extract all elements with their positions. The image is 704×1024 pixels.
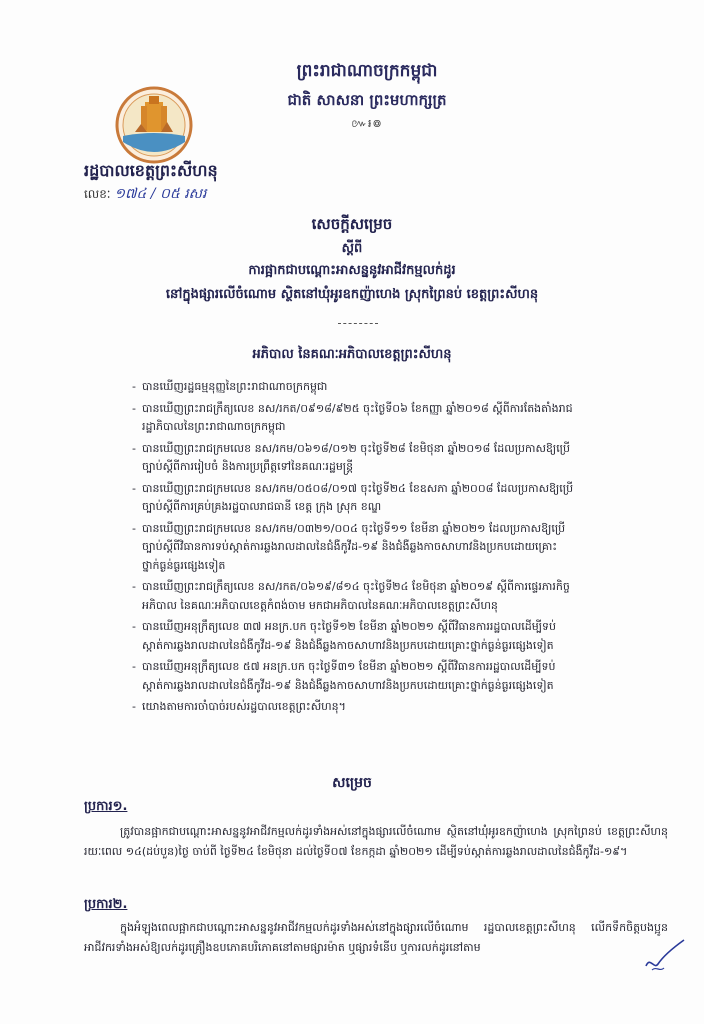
initials-signature-icon bbox=[640, 936, 690, 976]
visa-item: - បានឃើញព្រះរាជក្រមលេខ នស/រកម/០៣២១/០០៤ ចុះថ្ងៃទី១១ ខែមីនា ឆ្នាំ២០២១ ដែលប្រកាសឱ្យប្រើ ច្បាប់ស្តីពីវិធានការទប់ស្កាត់ការឆ្លងរាលដាលនៃជំងឺកូវីដ-១៩ និងជំងឺឆ្លងកាចសាហាវនិងប្រកបដោយគ្រោះ ថ្នាក់ធ្ងន់ធ្ងរផ្សេងទៀត bbox=[132, 521, 566, 572]
article-2-text: ក្នុងអំឡុងពេលផ្អាកជាបណ្តោះអាសន្ននូវអាជីវកម្មលក់ដូរទាំងអស់នៅក្នុងផ្សារលើចំណោម រដ្ឋបាលខេត្តព្រះសីហនុ លើកទឹកចិត្តបងប្អូនអាជីវករទាំងអស់ឱ្យលក់ដូរគ្រឿងឧបភោគបរិភោគនៅតាមផ្សារម៉ាត ឬផ្សារទំនើប ឬការលក់ដូរនៅតាម bbox=[84, 921, 668, 954]
document-subject-line-2: នៅក្នុងផ្សារលើចំណោម ស្ថិតនៅឃុំអូរឧកញ៉ាហេង ស្រុកព្រៃនប់ ខេត្តព្រះសីហនុ bbox=[165, 287, 539, 302]
decision-heading: សម្រេច bbox=[332, 775, 372, 791]
visa-item: - យោងតាមការចាំបាច់របស់រដ្ឋបាលខេត្តព្រះសីហនុ។ bbox=[132, 700, 346, 713]
visa-item: - បានឃើញព្រះរាជក្រមលេខ នស/រកម/០៥០៨/០១៧ ចុះថ្ងៃទី២៤ ខែឧសភា ឆ្នាំ២០០៨ ដែលប្រកាសឱ្យប្រើ ច្បាប់ស្តីពីការគ្រប់គ្រងរដ្ឋបាលរាជធានី ខេត្ត ក្រុង ស្រុក ខណ្ឌ bbox=[132, 481, 574, 513]
kingdom-name: ព្រះរាជាណាចក្រកម្ពុជា bbox=[296, 61, 438, 81]
article-1-text: ត្រូវបានផ្អាកជាបណ្តោះអាសន្ននូវអាជីវកម្មលក់ដូរទាំងអស់នៅក្នុងផ្សារលើចំណោម ស្ថិតនៅឃុំអូរឧកញ៉ាហេង ស្រុកព្រៃនប់ ខេត្តព្រះសីហនុ រយៈពេល ១៤(ដប់បួន)ថ្ងៃ ចាប់ពី ថ្ងៃទី២៤ ខែមិថុនា ដល់ថ្ងៃទី០៧ ខែកក្កដា ឆ្នាំ២០២១ ដើម្បីទប់ស្កាត់ការឆ្លងរាលដាលនៃជំងឺកូវីដ-១៩។ bbox=[84, 825, 668, 858]
reference-label: លេខៈ bbox=[84, 187, 111, 201]
visa-item: - បានឃើញអនុក្រឹត្យលេខ ៣៧ អនក្រ.បក ចុះថ្ងៃទី១២ ខែមីនា ឆ្នាំ២០២១ ស្តីពីវិធានការរដ្ឋបាលដើម្បីទប់ ស្កាត់ការឆ្លងរាលដាលនៃជំងឺកូវីដ-១៩ និងជំងឺឆ្លងកាចសាហាវនិងប្រកបដោយគ្រោះថ្នាក់ធ្ងន់ធ្ងរផ្សេងទៀត bbox=[132, 620, 556, 652]
header-ornament: ៚៛៙ bbox=[351, 117, 383, 130]
issuing-authority: អភិបាល នៃគណៈអភិបាលខេត្តព្រះសីហនុ bbox=[252, 347, 452, 362]
visa-item: - បានឃើញព្រះរាជក្រមលេខ នស/រកម/០៦១៨/០១២ ចុះថ្ងៃទី២៨ ខែមិថុនា ឆ្នាំ២០១៨ ដែលប្រកាសឱ្យប្រើ ច្បាប់ស្តីពីការរៀបចំ និងការប្រព្រឹត្តទៅនៃគណៈរដ្ឋមន្ត្រី bbox=[132, 441, 570, 473]
national-motto: ជាតិ សាសនា ព្រះមហាក្សត្រ bbox=[287, 91, 447, 109]
reference-number bbox=[84, 184, 206, 205]
article-2-label: ប្រការ២. bbox=[84, 897, 128, 912]
article-1-label: ប្រការ១. bbox=[84, 799, 128, 814]
kingdom-header bbox=[0, 60, 704, 133]
visa-list bbox=[132, 378, 672, 720]
reference-value: ១៧៤ / ០៥ រសរ bbox=[114, 186, 207, 202]
title-divider bbox=[338, 323, 378, 324]
document-about: ស្តីពី bbox=[341, 241, 363, 256]
visa-item: - បានឃើញអនុក្រឹត្យលេខ ៥៧ អនក្រ.បក ចុះថ្ងៃទី៣១ ខែមីនា ឆ្នាំ២០២១ ស្តីពីវិធានការរដ្ឋបាលដើម្បីទប់ ស្កាត់ការឆ្លងរាលដាលនៃជំងឺកូវីដ-១៩ និងជំងឺឆ្លងកាចសាហាវនិងប្រកបដោយគ្រោះថ្នាក់ធ្ងន់ធ្ងរផ្សេងទៀត bbox=[132, 660, 556, 692]
document-type: សេចក្តីសម្រេច bbox=[311, 215, 393, 233]
provincial-seal-icon bbox=[115, 86, 193, 164]
document-subject-line-1: ការផ្អាកជាបណ្តោះអាសន្ននូវអាជីវកម្មលក់ដូរ bbox=[248, 263, 456, 278]
visa-item: - បានឃើញព្រះរាជក្រឹត្យលេខ នស/រកត/០៦១៩/៨១៤ ចុះថ្ងៃទី២៤ ខែមិថុនា ឆ្នាំ២០១៩ ស្តីពីការផ្ទេរភារកិច្ច អភិបាល នៃគណៈអភិបាលខេត្តកំពង់ចាម មកជាអភិបាលនៃគណៈអភិបាលខេត្តព្រះសីហនុ bbox=[132, 580, 570, 612]
visa-item: - បានឃើញរដ្ឋធម្មនុញ្ញនៃព្រះរាជាណាចក្រកម្ពុជា bbox=[132, 380, 328, 393]
visa-item: - បានឃើញព្រះរាជក្រឹត្យលេខ នស/រកត/០៩១៨/៩២៥ ចុះថ្ងៃទី០៦ ខែកញ្ញា ឆ្នាំ២០១៨ ស្តីពីការតែងតាំងរាជ រដ្ឋាភិបាលនៃព្រះរាជាណាចក្រកម្ពុជា bbox=[132, 401, 573, 433]
issuer-name: រដ្ឋបាលខេត្តព្រះសីហនុ bbox=[84, 161, 218, 180]
